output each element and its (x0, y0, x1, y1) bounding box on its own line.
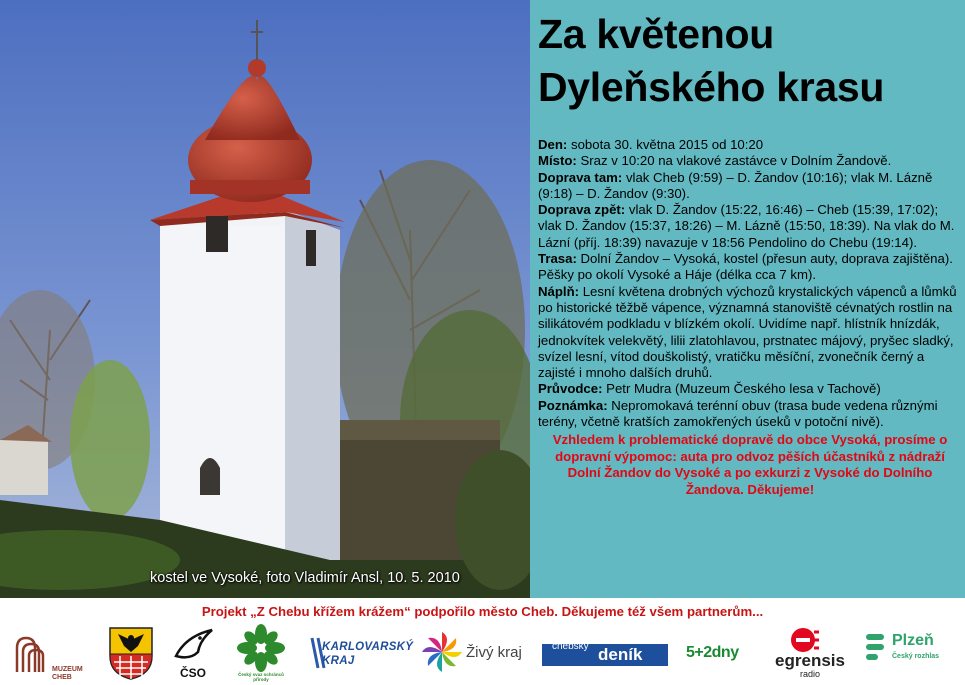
zivy-kraj-label: Živý kraj (466, 644, 522, 661)
detail-transport-there (538, 170, 962, 203)
coat-of-arms-icon (108, 626, 154, 680)
csop-logo (230, 624, 292, 682)
church-illustration (0, 0, 530, 598)
title-line-2: Dyleňského krasu (538, 64, 885, 110)
egrensis-label: egrensis (775, 651, 845, 670)
detail-text: sobota 30. května 2015 od 10:20 (567, 137, 764, 152)
bird-icon (172, 626, 216, 666)
egrensis-e-icon (790, 626, 820, 654)
egrensis-logo (764, 626, 856, 680)
cso-label: ČSO (180, 666, 207, 680)
detail-label: Trasa: (538, 251, 577, 267)
detail-text: Petr Mudra (Muzeum Českého lesa v Tachově) (602, 381, 881, 397)
cesky-rozhlas-label: Český rozhlas (892, 653, 940, 660)
rozhlas-icon (864, 632, 886, 666)
muzeum-cheb-logo (14, 628, 94, 680)
kraj-label: KRAJ (322, 655, 355, 667)
karlovarsky-label: KARLOVARSKÝ (322, 641, 414, 653)
detail-place (538, 153, 962, 169)
detail-label: Průvodce: (538, 381, 603, 397)
museum-arches-icon (14, 634, 50, 674)
event-details (538, 137, 962, 498)
detail-text: Nepromokavá terénní obuv (trasa bude vedena různými terény, včetně kratších zamokřených úseků v potoční nivě). (538, 397, 938, 430)
chebsky-denik-logo (542, 641, 668, 666)
5plus2dny-logo (686, 644, 752, 668)
detail-text: Dolní Žandov – Vysoká, kostel (přesun auty, doprava zajištěna). Pěšky po okolí Vysoké a Háje (délka cca 7 km). (538, 251, 953, 283)
radio-label: radio (799, 669, 820, 679)
partner-logos (0, 622, 965, 682)
sponsor-text: Projekt „Z Chebu křížem krážem“ podpořilo město Cheb. Děkujeme též všem partnerům... (201, 604, 764, 619)
karlovarsky-kraj-logo (310, 636, 414, 676)
detail-label: Poznámka: (538, 397, 608, 413)
zivy-kraj-logo (420, 630, 532, 676)
detail-text: vlak D. Žandov (15:22, 16:46) – Cheb (15:39, 17:02); vlak D. Žandov (15:37, 18:26) – M. Lázně (15:50, 18:39). Na vlak do M. Lázní (příj. 18:39) navazuje v 18:56 Pendolino do Chebu (19:14). (538, 202, 955, 250)
leaf-flower-icon (230, 624, 292, 672)
detail-label: Doprava zpět: (538, 202, 626, 218)
plzen-radio-logo (864, 632, 962, 678)
detail-transport-back (538, 202, 962, 251)
detail-text: Lesní květena drobných výchozů krystalických vápenců a lůmků po historické těžbě vápence, významná stanoviště cévnatých rostlin na silikátovém podkladu v blízkém okolí. Uvidíme např. hlístník hnízdák, jednokvítek velekvětý, lilii zlatohlavou, prstnatec májový, pryšec sladký, svízel lesní, vítod douškolistý, vratičku měsíční, zvonečník černý a zajisté i mnoho dalších druhů. (538, 283, 957, 381)
transport-notice: Vzhledem k problematické dopravě do obce Vysoká, prosíme o dopravní výpomoc: auta pro odvoz pěších účastníků z nádraží Dolní Žandov do Vysoké a po exkurzi z Vysoké do Dolního Žandova. Děkujeme! (552, 432, 948, 497)
detail-guide (538, 381, 962, 397)
detail-label: Doprava tam: (538, 169, 623, 185)
csop-label: Český svaz ochránců přírody (238, 672, 284, 682)
detail-text: Sraz v 10:20 na vlakové zastávce v Dolním Žandově. (576, 153, 892, 169)
5plus2dny-label: 5+2dny (686, 644, 739, 661)
detail-label: Místo: (538, 153, 577, 169)
chebsky-label: chebský (552, 641, 589, 652)
detail-text: vlak Cheb (9:59) – D. Žandov (10:16); vlak M. Lázně (9:18) – D. Žandov (9:30). (538, 169, 933, 201)
detail-label: Náplň: (538, 283, 580, 299)
church-photo (0, 0, 530, 598)
detail-date (538, 137, 962, 153)
cso-logo (172, 626, 220, 682)
detail-route (538, 251, 962, 284)
title-line-1: Za květenou (538, 11, 774, 57)
cheb-coat-of-arms (108, 626, 154, 680)
detail-content (538, 284, 962, 382)
info-panel (530, 0, 965, 598)
denik-label: deník (598, 645, 643, 664)
photo-caption: kostel ve Vysoké, foto Vladimír Ansl, 10. 5. 2010 (150, 570, 460, 586)
event-title (538, 8, 884, 114)
cheb-label: CHEB (52, 674, 72, 681)
plzen-label: Plzeň (892, 632, 934, 649)
muzeum-label: MUZEUM (52, 666, 83, 673)
pinwheel-icon (420, 630, 464, 674)
detail-note (538, 398, 962, 431)
detail-label: Den: (538, 137, 568, 152)
